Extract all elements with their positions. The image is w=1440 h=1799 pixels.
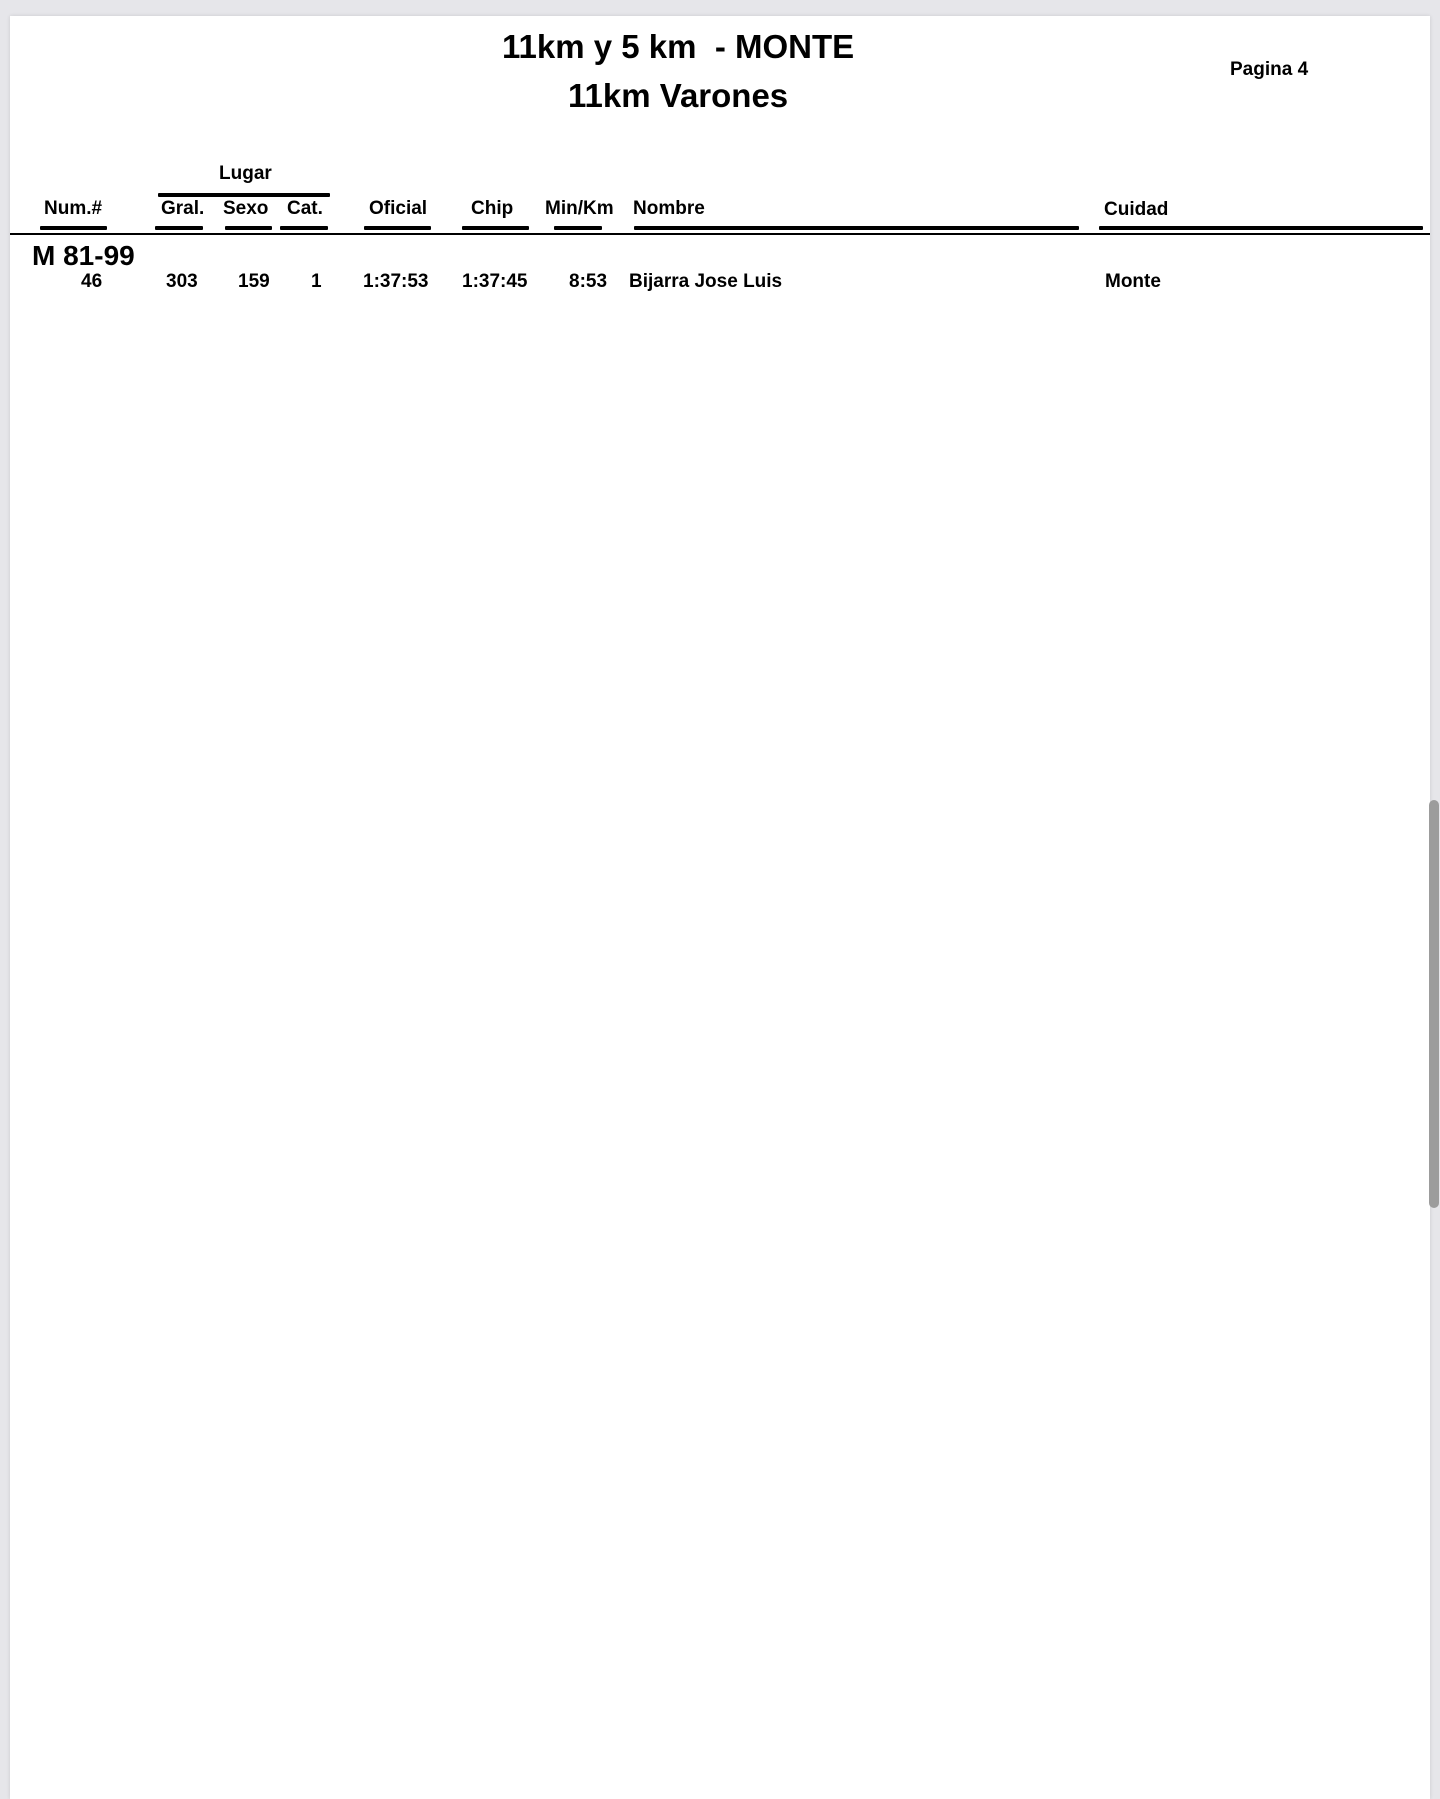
cell-minkm: 8:53 <box>569 271 608 292</box>
header-separator <box>10 233 1430 235</box>
column-rule-nombre <box>634 226 1079 230</box>
column-header-oficial: Oficial <box>369 198 428 219</box>
vertical-scrollbar[interactable] <box>1429 800 1439 1208</box>
column-rule-ciudad <box>1099 226 1423 230</box>
column-header-gral: Gral. <box>161 198 205 219</box>
column-rule-chip <box>462 226 529 230</box>
column-header-ciudad: Cuidad <box>1104 199 1169 220</box>
category-label: M 81-99 <box>32 240 135 271</box>
document-title: 11km y 5 km - MONTE <box>502 28 855 65</box>
cell-cat: 1 <box>311 271 322 292</box>
column-rule-gral <box>155 226 203 230</box>
column-header-num: Num.# <box>44 198 103 219</box>
column-rule-num <box>40 226 107 230</box>
cell-num: 46 <box>81 271 103 292</box>
column-header-sexo: Sexo <box>223 198 269 219</box>
column-rule-oficial <box>364 226 431 230</box>
column-rule-cat <box>280 226 328 230</box>
column-header-chip: Chip <box>471 198 514 219</box>
document-subtitle: 11km Varones <box>568 77 789 114</box>
column-group-lugar: Lugar <box>219 163 272 184</box>
column-header-cat: Cat. <box>287 198 323 219</box>
lugar-group-rule <box>158 193 330 197</box>
column-rule-sexo <box>225 226 272 230</box>
cell-sexo: 159 <box>238 271 270 292</box>
page-number: Pagina 4 <box>1230 59 1309 80</box>
cell-chip: 1:37:45 <box>462 271 528 292</box>
column-rule-minkm <box>554 226 602 230</box>
cell-gral: 303 <box>166 271 198 292</box>
column-header-minkm: Min/Km <box>545 198 614 219</box>
cell-oficial: 1:37:53 <box>363 271 429 292</box>
cell-ciudad: Monte <box>1105 271 1161 292</box>
results-page <box>10 16 1430 1799</box>
cell-nombre: Bijarra Jose Luis <box>629 271 783 292</box>
column-header-nombre: Nombre <box>633 198 705 219</box>
